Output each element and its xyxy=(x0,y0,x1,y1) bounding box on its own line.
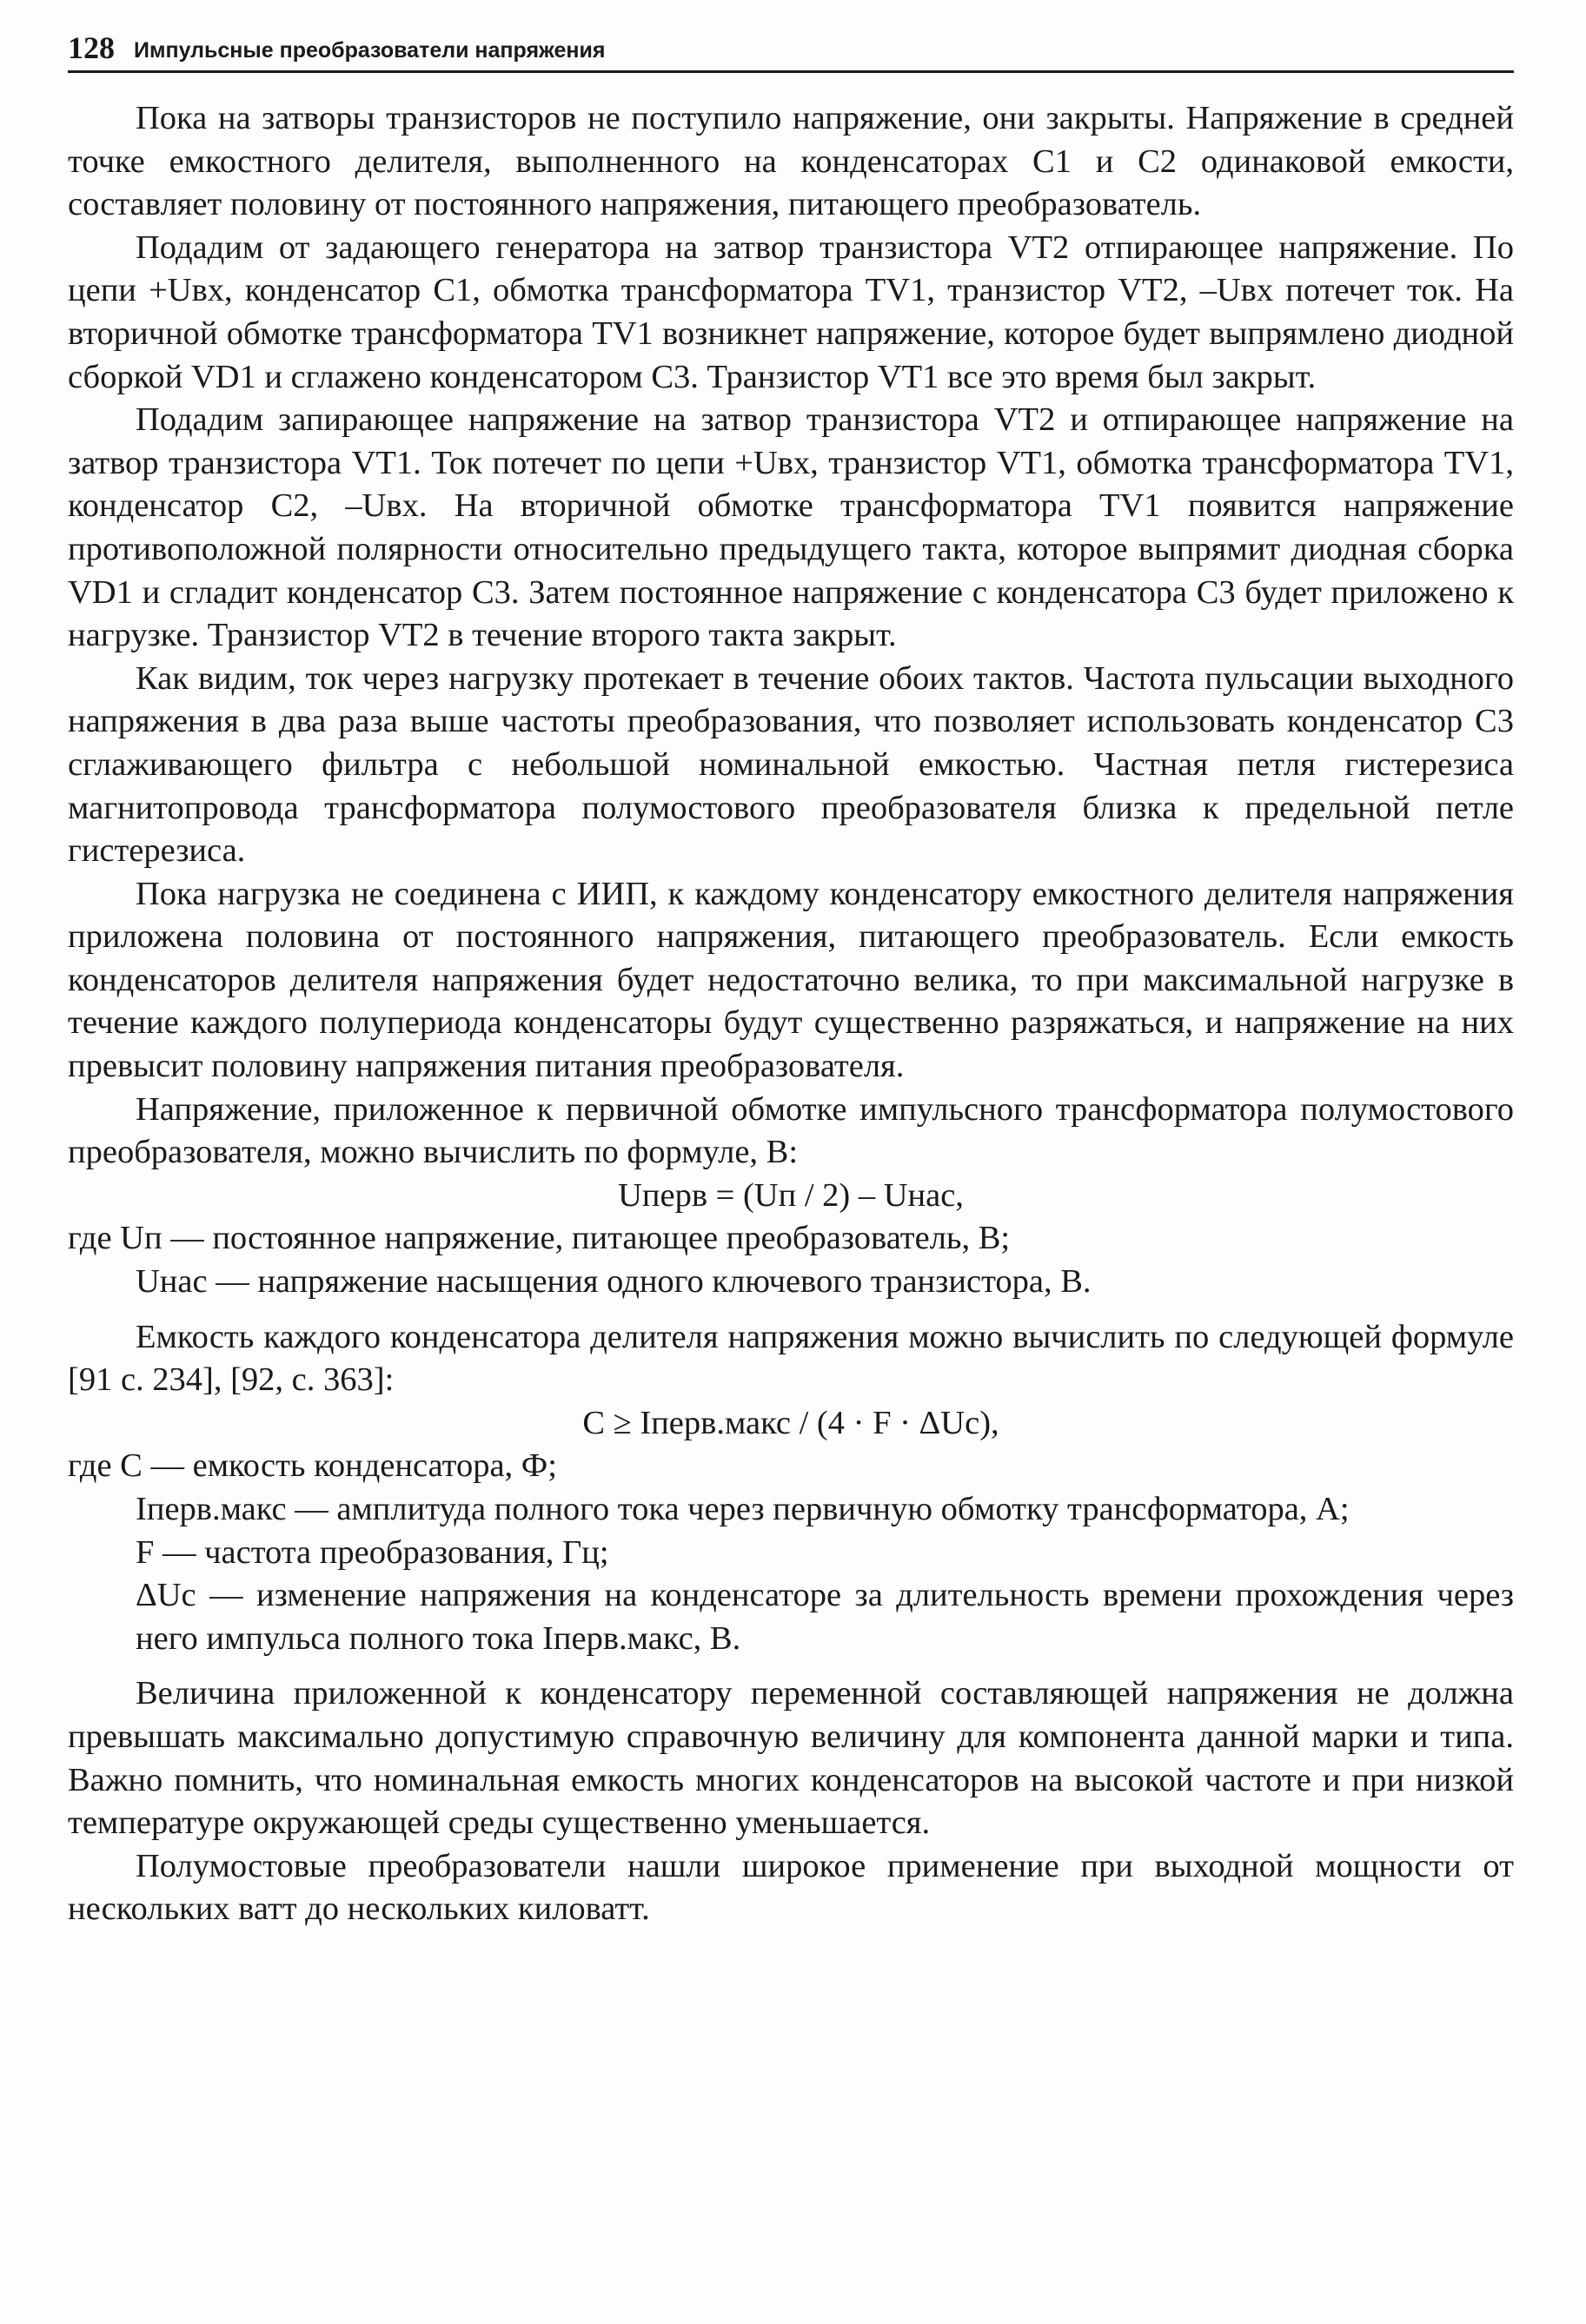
formula-primary-voltage: Uперв = (Uп / 2) – Uнас, xyxy=(618,1176,964,1214)
paragraph: Пока нагрузка не соединена с ИИП, к каждому конденсатору емкостного делителя напряжения приложена половина от постоянного напряжения, питающего преобразователь. Если емкость конденсаторов делителя напряжения будет недостаточно велика, то при максимальной нагрузке в течение каждого полупериода конденсаторы будут существенно разряжаться, и напряжение на них превысит половину напряжения питания преобразователя. xyxy=(68,875,1514,1085)
paragraph: Подадим от задающего генератора на затвор транзистора VT2 отпирающее напряжение. По цепи +Uвх, конденсатор C1, обмотка трансформатора TV1, транзистор VT2, –Uвх потечет ток. На вторичной обмотке трансформатора TV1 возникнет напряжение, которое будет выпрямлено диодной сборкой VD1 и сглажено конденсатором C3. Транзистор VT1 все это время был закрыт. xyxy=(68,228,1514,395)
formula-where-line: где Uп — постоянное напряжение, питающее преобразователь, В; xyxy=(68,1220,1011,1257)
formula-definition: Uнас — напряжение насыщения одного ключевого транзистора, В. xyxy=(136,1263,1092,1301)
formula-definition: Iперв.макс — амплитуда полного тока через первичную обмотку трансформатора, А; xyxy=(136,1491,1350,1527)
paragraph: Подадим запирающее напряжение на затвор транзистора VT2 и отпирающее напряжение на затвор транзистора VT1. Ток потечет по цепи +Uвх, транзистор VT1, обмотка трансформатора TV1, конденсатор C2, –Uвх. На вторичной обмотке трансформатора TV1 появится напряжение противоположной полярности относительно предыдущего такта, которое выпрямит диодная сборка VD1 и сгладит конденсатор C3. Затем постоянное напряжение с конденсатора C3 будет приложено к нагрузке. Транзистор VT2 в течение второго такта закрыт. xyxy=(68,401,1514,654)
paragraph: Напряжение, приложенное к первичной обмотке импульсного трансформатора полумостового преобразователя, можно вычислить по формуле, В: xyxy=(68,1090,1514,1171)
paragraph: Полумостовые преобразователи нашли широкое применение при выходной мощности от нескольких ватт до нескольких киловатт. xyxy=(68,1847,1514,1928)
formula-definition: F — частота преобразования, Гц; xyxy=(136,1533,609,1571)
body-text xyxy=(68,97,1514,1931)
formula-where-line: где C — емкость конденсатора, Ф; xyxy=(68,1447,557,1485)
page-number: 128 xyxy=(68,30,115,65)
formula-definition: ΔUc — изменение напряжения на конденсаторе за длительность времени прохождения через него импульса полного тока Iперв.макс, В. xyxy=(136,1577,1514,1657)
chapter-title: Импульсные преобразователи напряжения xyxy=(134,38,606,63)
paragraph: Величина приложенной к конденсатору переменной составляющей напряжения не должна превышать максимально допустимую справочную величину для компонента данной марки и типа. Важно помнить, что номинальная емкость многих конденсаторов на высокой частоте и при низкой температуре окружающей среды существенно уменьшается. xyxy=(68,1675,1514,1842)
paragraph: Емкость каждого конденсатора делителя напряжения можно вычислить по следующей формуле [91 с. 234], [92, с. 363]: xyxy=(68,1318,1514,1399)
running-header xyxy=(68,19,1514,73)
paragraph: Как видим, ток через нагрузку протекает в течение обоих тактов. Частота пульсации выходного напряжения в два раза выше частоты преобразования, что позволяет использовать конденсатор C3 сглаживающего фильтра с небольшой номинальной емкостью. Частная петля гистерезиса магнитопровода трансформатора полумостового преобразователя близка к предельной петле гистерезиса. xyxy=(68,659,1514,870)
paragraph: Пока на затворы транзисторов не поступило напряжение, они закрыты. Напряжение в средней точке емкостного делителя, выполненного на конденсаторах C1 и C2 одинаковой емкости, составляет половину от постоянного напряжения, питающего преобразователь. xyxy=(68,100,1514,223)
formula-capacitance: C ≥ Iперв.макс / (4 · F · ΔUc), xyxy=(582,1404,999,1441)
